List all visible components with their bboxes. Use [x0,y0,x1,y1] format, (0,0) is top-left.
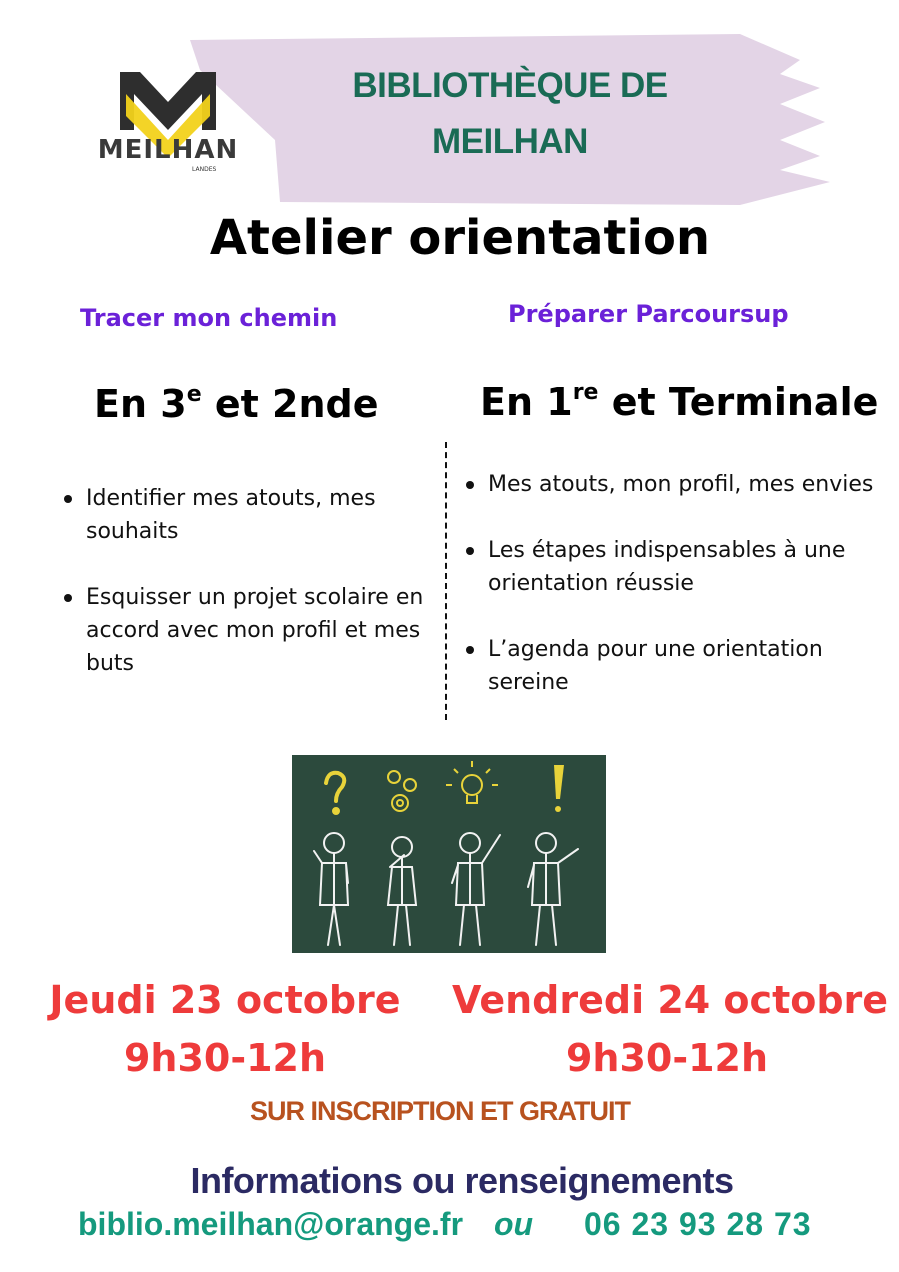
contact-separator: ou [494,1206,534,1242]
right-bullet-list [466,468,876,699]
registration-note: SUR INSCRIPTION ET GRATUIT [249,1096,630,1126]
list-item: Identifier mes atouts, mes souhaits [64,482,432,548]
session-1-date: Jeudi 23 octobre [49,978,401,1022]
chalkboard-illustration [292,755,606,953]
info-heading: Informations ou renseignements [190,1160,734,1201]
library-title-line2: MEILHAN [432,122,588,161]
right-level-heading: En 1re et Terminale [480,380,879,424]
library-title-line1: BIBLIOTHÈQUE DE [352,66,668,105]
list-item: Esquisser un projet scolaire en accord avec mon profil et mes buts [64,581,432,680]
session-2-time: 9h30-12h [565,1036,769,1080]
list-item: Mes atouts, mon profil, mes envies [466,468,876,501]
contact-email[interactable]: biblio.meilhan@orange.fr [78,1206,464,1242]
page-title: Atelier orientation [209,210,711,266]
session-1-time: 9h30-12h [123,1036,327,1080]
library-title [300,58,720,170]
list-item: L’agenda pour une orientation sereine [466,633,876,699]
contact-phone[interactable]: 06 23 93 28 73 [584,1206,812,1242]
left-bullet-list [64,482,432,680]
logo-text: MEILHAN [97,135,239,165]
list-item: Les étapes indispensables à une orientation réussie [466,534,876,600]
column-divider [445,442,447,720]
right-subtitle: Préparer Parcoursup [508,300,789,328]
session-2-date: Vendredi 24 octobre [452,978,889,1022]
left-level-heading: En 3e et 2nde [94,382,379,426]
left-subtitle: Tracer mon chemin [80,304,338,332]
logo-subtext: LANDES [192,166,217,173]
